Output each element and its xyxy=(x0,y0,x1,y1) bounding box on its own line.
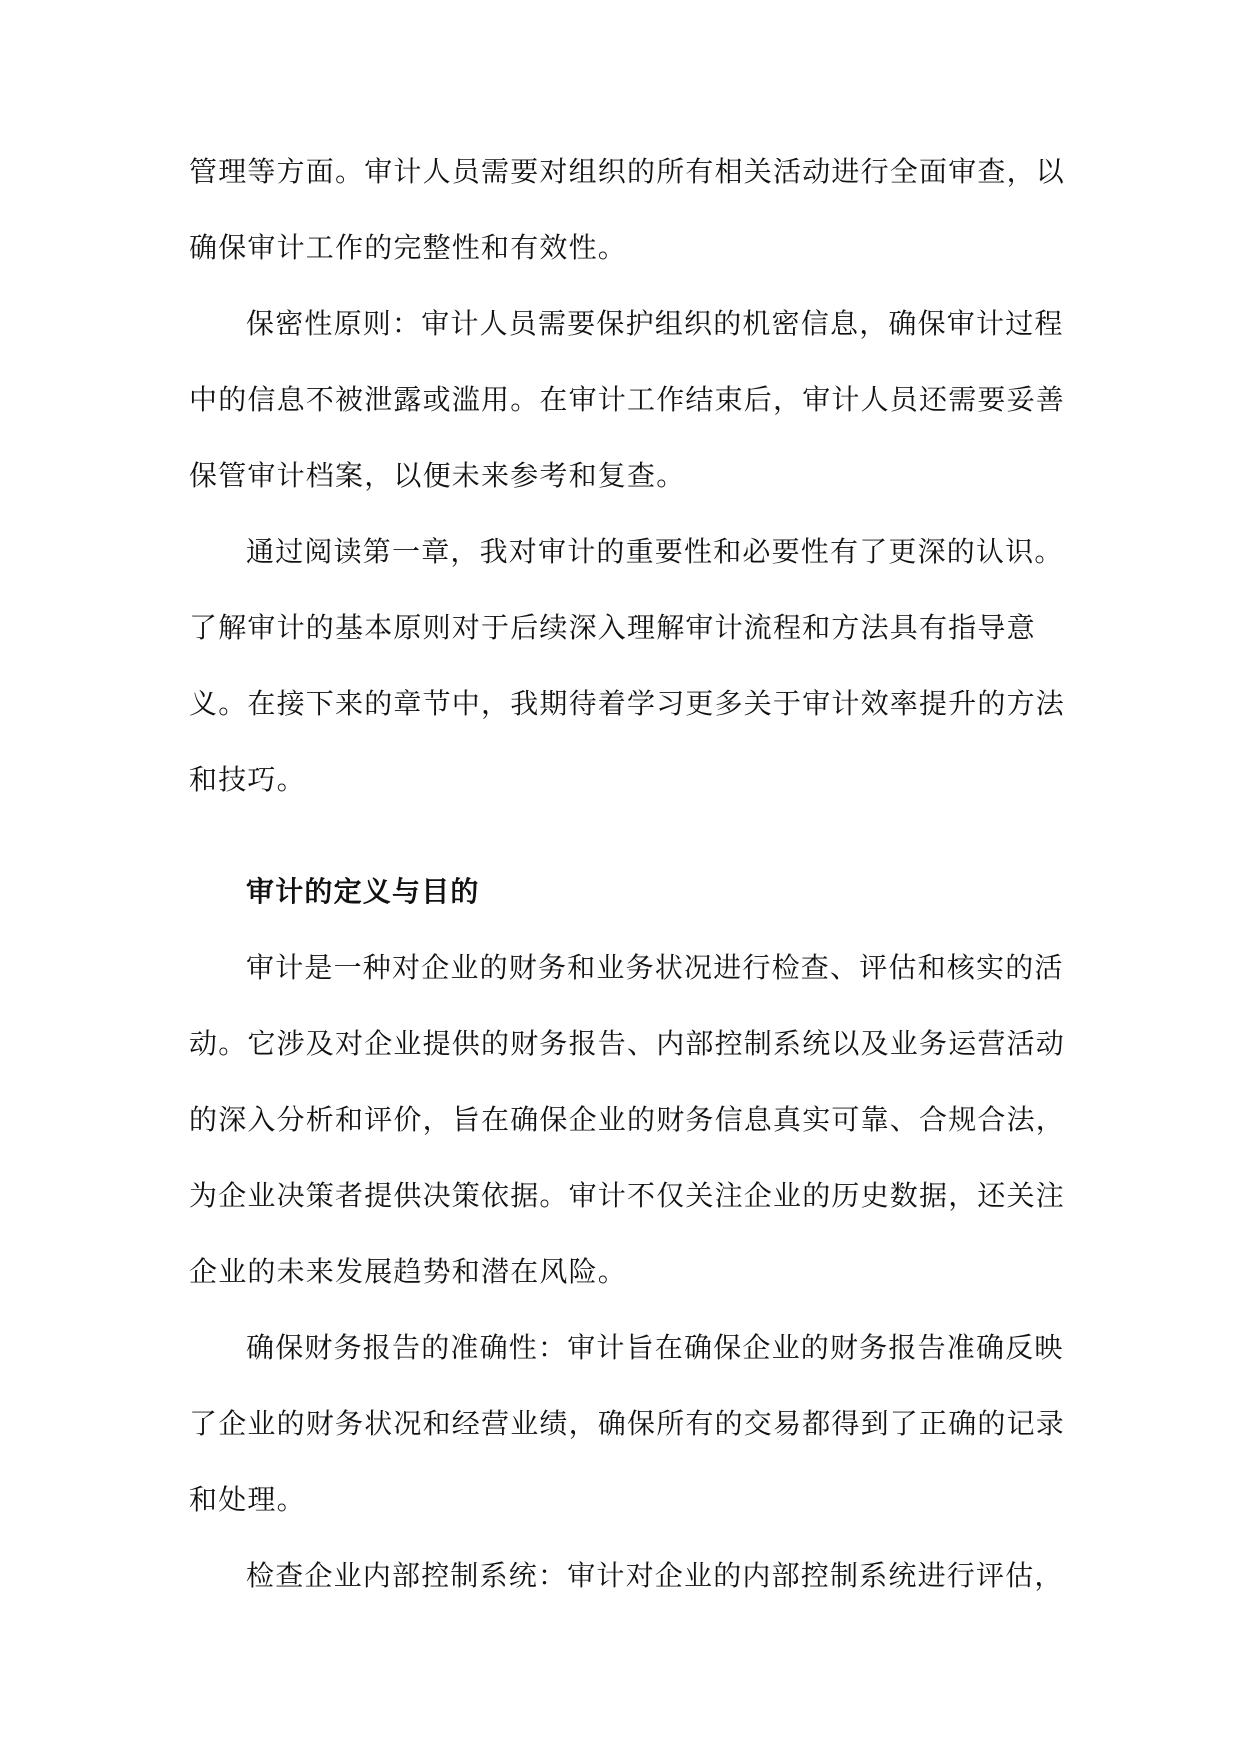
paragraph-line: 确保审计工作的完整性和有效性。 xyxy=(189,231,628,264)
paragraph-line: 管理等方面。审计人员需要对组织的所有相关活动进行全面审查，以 xyxy=(189,155,1066,188)
document-body xyxy=(189,142,1064,1622)
paragraph-line: 检查企业内部控制系统：审计对企业的内部控制系统进行评估， xyxy=(246,1559,1064,1592)
paragraph-line: 通过阅读第一章，我对审计的重要性和必要性有了更深的认识。 xyxy=(246,535,1064,568)
paragraph-line: 和处理。 xyxy=(189,1483,306,1516)
paragraph-line: 确保财务报告的准确性：审计旨在确保企业的财务报告准确反映 xyxy=(246,1331,1064,1364)
section-heading: 审计的定义与目的 xyxy=(246,875,480,908)
paragraph-line: 中的信息不被泄露或滥用。在审计工作结束后，审计人员还需要妥善 xyxy=(189,383,1066,416)
paragraph-line: 义。在接下来的章节中，我期待着学习更多关于审计效率提升的方法 xyxy=(189,687,1066,720)
paragraph-line: 了企业的财务状况和经营业绩，确保所有的交易都得到了正确的记录 xyxy=(189,1407,1066,1440)
paragraph-line: 的深入分析和评价，旨在确保企业的财务信息真实可靠、合规合法， xyxy=(189,1103,1066,1136)
paragraph-line: 审计是一种对企业的财务和业务状况进行检查、评估和核实的活 xyxy=(246,951,1064,984)
paragraph-line: 和技巧。 xyxy=(189,763,306,796)
paragraph-line: 动。它涉及对企业提供的财务报告、内部控制系统以及业务运营活动 xyxy=(189,1027,1066,1060)
paragraph-line: 了解审计的基本原则对于后续深入理解审计流程和方法具有指导意 xyxy=(189,611,1036,644)
paragraph-line: 为企业决策者提供决策依据。审计不仅关注企业的历史数据，还关注 xyxy=(189,1179,1066,1212)
paragraph-line: 保密性原则：审计人员需要保护组织的机密信息，确保审计过程 xyxy=(246,307,1064,340)
paragraph-line: 企业的未来发展趋势和潜在风险。 xyxy=(189,1255,628,1288)
paragraph-line: 保管审计档案，以便未来参考和复查。 xyxy=(189,459,686,492)
